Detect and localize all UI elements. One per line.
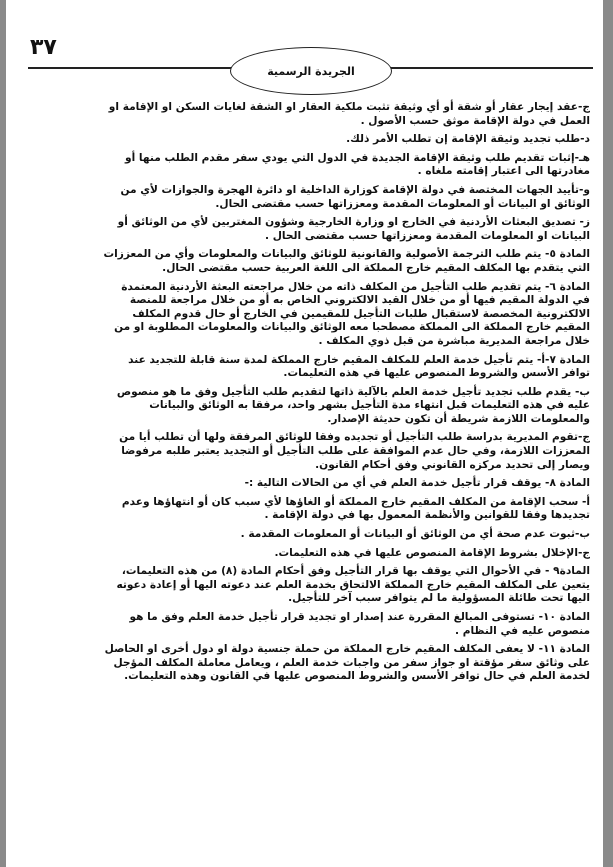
document-body [102,101,590,689]
clause-z: ز- تصديق البعثات الأردنية في الخارج او وزارة الخارجية وشؤون المغتربين لأي من الوثائق أو البيانات او المعلومات المقدمة ومعززاتها حسب مقتضى الحال . [117,216,590,242]
article-8b: ب-ثبوت عدم صحة أي من الوثائق أو البيانات أو المعلومات المقدمة . [240,528,590,541]
article-8: المادة ٨- يوقف قرار تأجيل خدمة العلم في أي من الحالات التالية :- [244,477,590,490]
article-7a: المادة ٧-أ- يتم تأجيل خدمة العلم للمكلف المقيم خارج المملكة لمدة سنة قابلة للتجديد عند توافر الأسس والشروط المنصوص عليها في هذه التعليمات. [128,353,590,380]
article-8c: ج-الإخلال بشروط الإقامة المنصوص عليها في هذه التعليمات. [274,546,590,559]
article-7c: ج-تقوم المديرية بدراسة طلب التأجيل أو تجديده وفقا للوثائق المرفقة ولها أن تطلب أيا من المعززات اللازمة، وفي حال عدم الموافقة على طلب التأجيل أو التجديد يعتبر طلبه مرفوضا ويصار إلى تحديد مركزه القانوني وفق أحكام القانون. [119,431,590,471]
clause-h: هـ-إثبات تقديم طلب وثيقة الإقامة الجديدة في الدول التي يودي سفر مقدم الطلب منها أو مغادرتها الى اعتبار إقامته ملغاه . [125,151,590,178]
article-5: المادة ٥- يتم طلب الترجمة الأصولية والقانونية للوثائق والبيانات والمعلومات وأي من المعززات التي يتقدم بها المكلف المقيم خارج المملكة الى اللغة العربية حسب مقتضى الحال. [103,248,590,274]
article-8a: أ- سحب الإقامة من المكلف المقيم خارج المملكة أو الغاؤها لأي سبب كان أو انتهاؤها وعدم تجديدها وفقا للقوانين والأنظمة المعمول بها في دولة الإقامة . [121,495,590,522]
clause-d: د-طلب تجديد وثيقة الإقامة إن تطلب الأمر ذلك. [346,133,590,146]
gazette-title: الجريدة الرسمية [267,64,355,78]
article-9: المادة٩ - في الأحوال التي يوقف بها قرار التأجيل وفق أحكام المادة (٨) من هذه التعليمات، يتعين على المكلف المقيم خارج المملكة الالتحاق بخدمة العلم عند دعوته اليها أو إعادة دعوته اليها تحت طائلة المسؤولية ما لم يتوافر سبب آخر للتأجيل. [116,565,590,605]
header-rule-left [28,67,233,69]
clause-w: و-تأييد الجهات المختصة في دولة الإقامة كوزارة الداخلية او دائرة الهجرة والجوازات لأي من الوثائق او البيانات أو المعلومات المقدمة ومعززاتها حسب مقتضى الحال. [120,183,590,210]
document-page [6,0,603,867]
article-6: المادة ٦- يتم تقديم طلب التأجيل من المكلف ذاته من خلال مراجعته البعثة الأردنية المعتمدة في الدولة المقيم فيها أو من خلال القيد الالكتروني الخاص به أو من خلال مراجعة للمنصة الالكترونية المخصصة لاستقبال طلبات التأجيل للمقيمين في الخارج أو حال قدوم المكلف المقيم خارج المملكة الى المملكة مصطحبا معه الوثائق والبيانات والمعلومات المطلوبة او من خلال مراجعة المديرية مباشرة من قبل ذوي المكلف . [114,280,590,347]
article-10: المادة ١٠- تستوفى المبالغ المقررة عند إصدار او تجديد قرار تأجيل خدمة العلم وفق ما هو منصوص عليه في النظام . [129,611,590,637]
page-number: ٣٧ [30,35,57,60]
clause-c: ج-عقد إيجار عقار أو شقة أو أي وثيقة تثبت ملكية العقار او الشقة لغايات السكن او الإقامة او العمل في دولة الإقامة موثق حسب الأصول . [108,101,590,127]
gazette-header-oval [230,47,392,95]
header-rule-right [389,67,593,69]
article-11: المادة ١١- لا يعفى المكلف المقيم خارج المملكة من حملة جنسية دولة او دول أخرى او الحاصل على وثائق سفر مؤقتة او جواز سفر من واجبات خدمة العلم ، ويعامل معاملة المكلف المؤجل لخدمة العلم في حال توافر الأسس والشروط المنصوص عليها في القانون وهذه التعليمات. [104,643,590,683]
article-7b: ب- يقدم طلب تجديد تأجيل خدمة العلم بالآلية ذاتها لتقديم طلب التأجيل وفق ما هو منصوص عليه في هذه التعليمات قبل انتهاء مدة التأجيل بشهر واحد، مرفقا به الوثائق والبيانات والمعلومات اللازمة شريطة أن تكون حديثة الإصدار. [116,385,590,425]
